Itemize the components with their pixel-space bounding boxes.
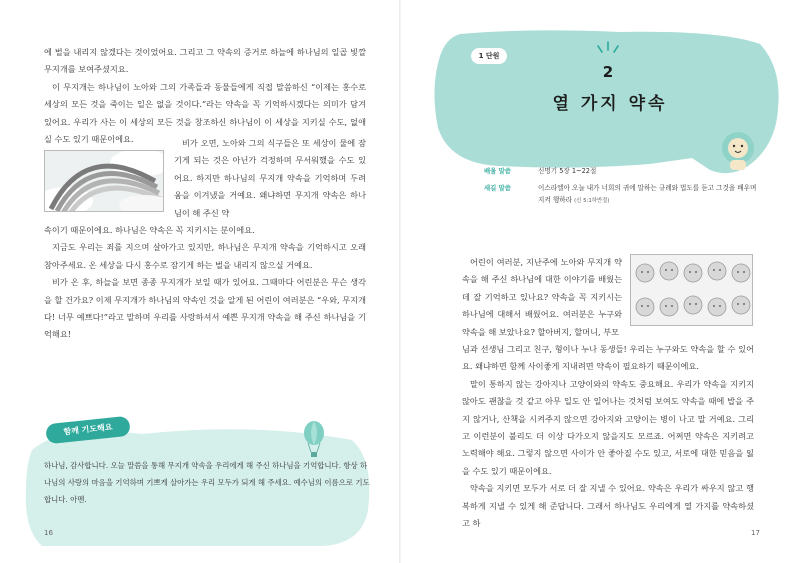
page-number-left: 16 [44, 529, 53, 537]
paragraph: 비가 온 후, 하늘을 보면 종종 무지개가 보일 때가 있어요. 그때마다 어린분은 무슨 생각을 할 건가요? 이제 무지개가 하나님의 약속인 것을 알게 된 어린이 여러분은 “우와, 무지개다! 너무 예쁘다!”라고 말하며 우리를 사랑하셔서 예쁜 무지개 약속을 해 주신 하나님을 기억해요! [44, 277, 366, 340]
right-text-beside-image [462, 254, 622, 341]
bible-label: 배울 말씀 [484, 167, 511, 175]
memory-verse-row [0, 182, 800, 210]
paragraph: 약속을 지키면 모두가 서로 더 잘 지낼 수 있어요. 약속은 우리가 싸우지 않고 행복하게 지낼 수 있게 해 준답니다. 그래서 하나님도 우리에게 열 가지를 약속하셨고 하 [462, 483, 754, 529]
sparkle-icon [590, 40, 626, 60]
unit-badge: 1 단원 [471, 48, 507, 64]
paragraph: 말이 통하지 않는 강아지나 고양이와의 약속도 중요해요. 우리가 약속을 지키지 않아도 괜찮을 것 같고 아무 일도 안 일어나는 것처럼 보여도 약속을 때에 밥을 주지 않거나, 산책을 시켜주지 않으면 강아지와 고양이는 병이 나고 말 거예요. 그리고 이런분이 불리도 더 이상 다가오지 않을지도 모르죠. 어쩌면 약속은 지키려고 노력해야 해요. 그렇지 않으면 사이가 안 좋아질 수도 있고, 서로에 대한 믿음을 잃을 수도 있기 때문이에요. [462, 378, 754, 476]
paragraph: 속이기 때문이에요. 하나님은 약속은 꼭 지키시는 분이에요. [44, 225, 255, 235]
left-text-top [44, 44, 366, 148]
verse-label: 새길 말씀 [484, 184, 511, 192]
verse-value-wrap [538, 182, 764, 207]
lesson-title: 열 가지 약속 [552, 94, 668, 114]
lesson-number: 2 [602, 63, 614, 81]
prayer-tag: 함께 기도해요 [45, 416, 131, 445]
paragraph: 지금도 우리는 죄를 지으며 살아가고 있지만, 하나님은 무지개 약속을 기억하시고 오래 참아주세요. 온 세상을 다시 홍수로 잠기게 하는 벌을 내리지 않으실 거예요. [44, 242, 366, 270]
paragraph: 이 무지개는 하나님이 노아와 그의 가족들과 동물들에게 직접 말씀하신 “이제는 홍수로 세상의 모든 것을 죽이는 일은 없을 것이다.”라는 약속을 꼭 기억하시겠다는 의미가 담겨 있어요. 우리가 사는 이 세상의 모든 것을 창조하신 하나님이 이 세상을 지키실 수도, 없애실 수도 있기 때문이에요. [44, 81, 366, 145]
verse-reference: (신 5:1하반절) [574, 198, 610, 204]
right-text-main [462, 341, 754, 532]
children-faces-illustration [630, 254, 753, 326]
left-text-bottom [44, 222, 366, 344]
hot-air-balloon-icon [303, 421, 325, 461]
bible-reading-row [0, 165, 800, 179]
paragraph: 어린이 여러분, 지난주에 노아와 무지개 약속을 해 주신 하나님에 대한 이야기를 배웠는데 잘 기억하고 있나요? 약속을 꼭 지키시는 하나님에 대해서 배웠어요. 여러분은 누구와 약속을 해 보았나요? 할아버지, 할머니, 부모 [462, 257, 622, 337]
paragraph: 비가 오면, 노아와 그의 식구들은 또 세상이 물에 잠기게 되는 것은 아닌가 걱정하며 무서워했을 수도 있어요. 하지만 하나님의 무지개 약속을 기억하며 두려움을 이겨냈을 거예요. 왜냐하면 무지개 약속은 하나님이 해 주신 약 [174, 138, 366, 218]
prayer-text: 하나님, 감사합니다. 오늘 말씀을 통해 무지개 약속을 우리에게 해 주신 하나님을 기억합니다. 항상 하나님의 사랑의 마음을 기억하며 기쁘게 살아가는 우리 모두가 되게 해 주세요. 예수님의 이름으로 기도합니다. 아멘. [44, 461, 370, 505]
paragraph: 님과 선생님 그리고 친구, 형이나 누나 동생들! 우리는 누구와도 약속을 할 수 있어요. 왜냐하면 함께 사이좋게 지내려면 약속이 필요하기 때문이에요. [462, 344, 754, 372]
paragraph: 에 벌을 내리지 않겠다는 것이었어요. 그리고 그 약속의 증거로 하늘에 하나님의 일곱 빛깔 무지개를 보여주셨지요. [44, 47, 366, 75]
page-number-right: 17 [751, 529, 760, 537]
verse-value: 이스라엘아 오늘 내가 너희의 귀에 말하는 규례와 법도를 듣고 그것을 배우며 지켜 행하라 [538, 184, 757, 204]
bible-value: 신명기 5장 1~22절 [538, 167, 597, 175]
